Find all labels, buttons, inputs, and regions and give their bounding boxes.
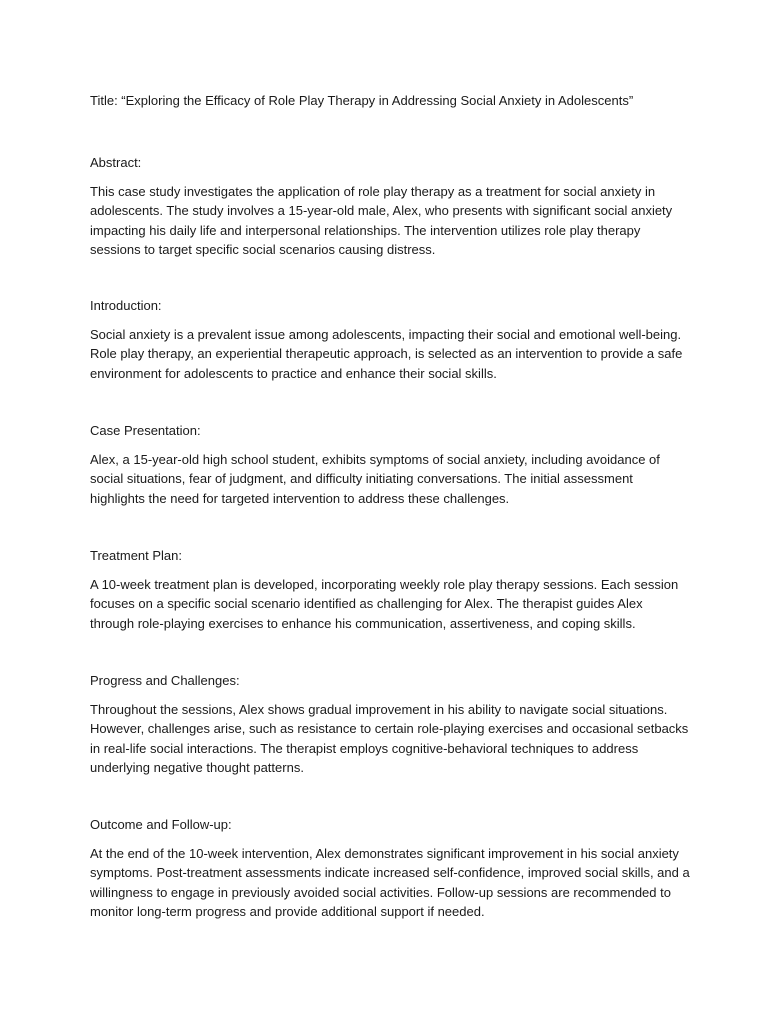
- section-outcome-follow-up: [90, 815, 690, 921]
- section-heading: Progress and Challenges:: [90, 673, 240, 688]
- section-case-presentation: [90, 421, 690, 508]
- section-heading: Case Presentation:: [90, 423, 201, 438]
- document-page: [90, 91, 690, 919]
- section-body: At the end of the 10-week intervention, Alex demonstrates significant improvement in his social anxiety symptoms. Post-treatment assessments indicate increased self-confidence, improved social skills, and a willingness to engage in previously avoided social activities. Follow-up sessions are recommended to monitor long-term progress and provide additional support if needed.: [90, 846, 690, 919]
- section-heading: Outcome and Follow-up:: [90, 817, 232, 832]
- section-abstract: [90, 153, 690, 259]
- section-progress-challenges: [90, 671, 690, 777]
- section-introduction: [90, 296, 690, 383]
- section-treatment-plan: [90, 546, 690, 633]
- section-body: Throughout the sessions, Alex shows gradual improvement in his ability to navigate social situations. However, challenges arise, such as resistance to certain role-playing exercises and occasional setbacks in real-life social interactions. The therapist employs cognitive-behavioral techniques to address underlying negative thought patterns.: [90, 702, 689, 775]
- section-heading: Introduction:: [90, 298, 162, 313]
- section-body: Social anxiety is a prevalent issue among adolescents, impacting their social and emotional well-being. Role play therapy, an experiential therapeutic approach, is selected as an intervention to provide a safe environment for adolescents to practice and enhance their social skills.: [90, 327, 683, 381]
- section-body: A 10-week treatment plan is developed, incorporating weekly role play therapy sessions. Each session focuses on a specific social scenario identified as challenging for Alex. The therapist guides Alex through role-playing exercises to enhance his communication, assertiveness, and coping skills.: [90, 577, 679, 631]
- section-heading: Abstract:: [90, 155, 142, 170]
- section-heading: Treatment Plan:: [90, 548, 183, 563]
- document-title: Title: “Exploring the Efficacy of Role Play Therapy in Addressing Social Anxiety in Adolescents”: [90, 93, 634, 108]
- section-body: Alex, a 15-year-old high school student, exhibits symptoms of social anxiety, including avoidance of social situations, fear of judgment, and difficulty initiating conversations. The initial assessment highlights the need for targeted intervention to address these challenges.: [90, 452, 660, 506]
- section-body: This case study investigates the application of role play therapy as a treatment for social anxiety in adolescents. The study involves a 15-year-old male, Alex, who presents with significant social anxiety impacting his daily life and interpersonal relationships. The intervention utilizes role play therapy sessions to target specific social scenarios causing distress.: [90, 184, 673, 257]
